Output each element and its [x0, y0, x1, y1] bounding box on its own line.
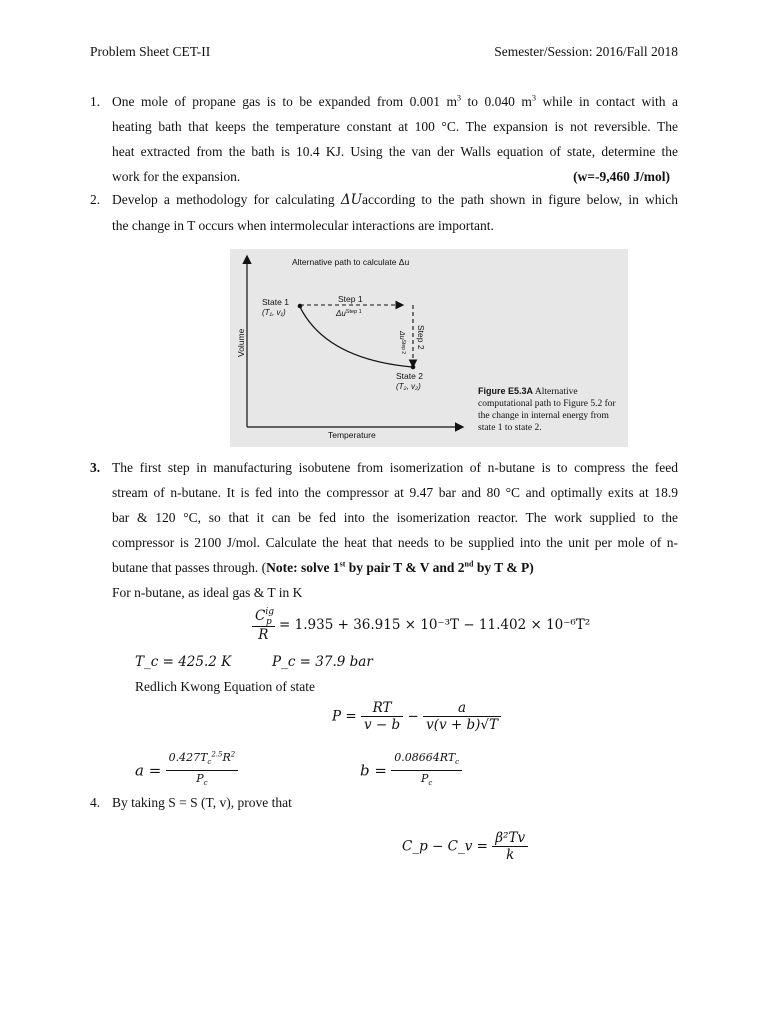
figure-title: Alternative path to calculate Δu	[292, 257, 410, 267]
state2-sub: (T₂, v₂)	[396, 382, 421, 391]
q3-line-5: butane that passes through. (Note: solve 1st by pair T & V and 2nd by T & P)	[112, 559, 534, 575]
header-left: Problem Sheet CET-II	[90, 44, 211, 59]
q3-line-4: compressor is 2100 J/mol. Calculate the heat that needs to be supplied into the unit per mole of n-	[112, 535, 678, 550]
rk-title: Redlich Kwong Equation of state	[135, 679, 315, 694]
x-axis-label: Temperature	[328, 430, 376, 440]
cp-fraction: $\frac{C^{ig}_p}{R}$	[252, 608, 275, 643]
figure-alternative-path	[230, 249, 628, 447]
y-axis-label: Volume	[236, 328, 246, 357]
rk-equation: P = $\frac{RT}{v - b}$ − $\frac{a}{v(v + b)√T}$	[332, 700, 501, 733]
pc-value: P_c = 37.9 bar	[272, 654, 373, 670]
state2-point	[411, 365, 416, 370]
q3-line-2: stream of n-butane. It is fed into the compressor at 9.47 bar and 80 °C and optimally exits at 18.9	[112, 485, 678, 500]
tc-value: T_c = 425.2 K	[135, 654, 232, 670]
state2-label: State 2	[396, 371, 423, 381]
question-number: 2.	[90, 192, 101, 207]
q1-answer: (w=-9,460 J/mol)	[573, 169, 670, 184]
question-1	[90, 89, 678, 189]
state1-label: State 1	[262, 297, 289, 307]
state1-sub: (T₁, v₁)	[262, 308, 286, 317]
step1-sub: $\Delta u^{Step 1}$	[336, 309, 362, 318]
question-number: 1.	[90, 94, 101, 109]
step2-sub: $\Delta u^{Step 2}$	[398, 331, 406, 355]
q1-line-3: heat extracted from the bath is 10.4 KJ. Using the van der Walls equation of state, determine the	[112, 144, 678, 159]
q1-line-2: heating bath that keeps the temperature constant at 100 °C. The expansion is not reversible. The	[112, 119, 678, 134]
q1-line-1: One mole of propane gas is to be expanded from 0.001 $m^3$ to 0.040 $m^3$ while in contact with a	[112, 93, 678, 109]
step1-label: Step 1	[338, 294, 363, 304]
q2-line-2: the change in T occurs when intermolecular interactions are important.	[112, 218, 494, 233]
question-number: 4.	[90, 795, 101, 810]
header-right: Semester/Session: 2016/Fall 2018	[494, 44, 678, 59]
process-curve	[300, 307, 412, 367]
question-2	[90, 187, 678, 238]
state1-point	[298, 304, 303, 309]
q4-line-1: By taking S = S (T, v), prove that	[112, 795, 292, 810]
cp-cv-equation: C_p − C_v = $\frac{\text{β²Tv}}{k}$	[402, 830, 528, 863]
question-4	[90, 790, 678, 815]
question-3	[90, 455, 678, 605]
cp-equation	[252, 608, 590, 643]
b-equation: b = $\frac{0.08664RT_c}{P_c}$	[360, 750, 462, 791]
cp-rhs: = 1.935 + 36.915 × 10⁻³T − 11.402 × 10⁻⁶T²	[279, 617, 591, 633]
step2-label: Step 2	[416, 325, 426, 350]
q3-line-3: bar & 120 °C, so that it can be fed into the isomerization reactor. The work supplied to the	[112, 510, 678, 525]
a-equation: a = $\frac{0.427T_c^{2.5}R^2}{P_c}$	[135, 750, 238, 791]
q3-line-1: The first step in manufacturing isobutene from isomerization of n-butane is to compress the feed	[112, 460, 678, 475]
q2-line-1: Develop a methodology for calculating ΔUaccording to the path shown in figure below, in which	[112, 192, 678, 208]
question-number: 3.	[90, 460, 101, 475]
q3-ideal-gas-line: For n-butane, as ideal gas & T in K	[112, 585, 303, 600]
q1-line-4: work for the expansion. (w=-9,460 J/mol)	[112, 164, 678, 189]
figure-caption: Figure E5.3A Alternative computational path to Figure 5.2 for the change in internal energy from state 1 to state 2.	[478, 386, 616, 433]
